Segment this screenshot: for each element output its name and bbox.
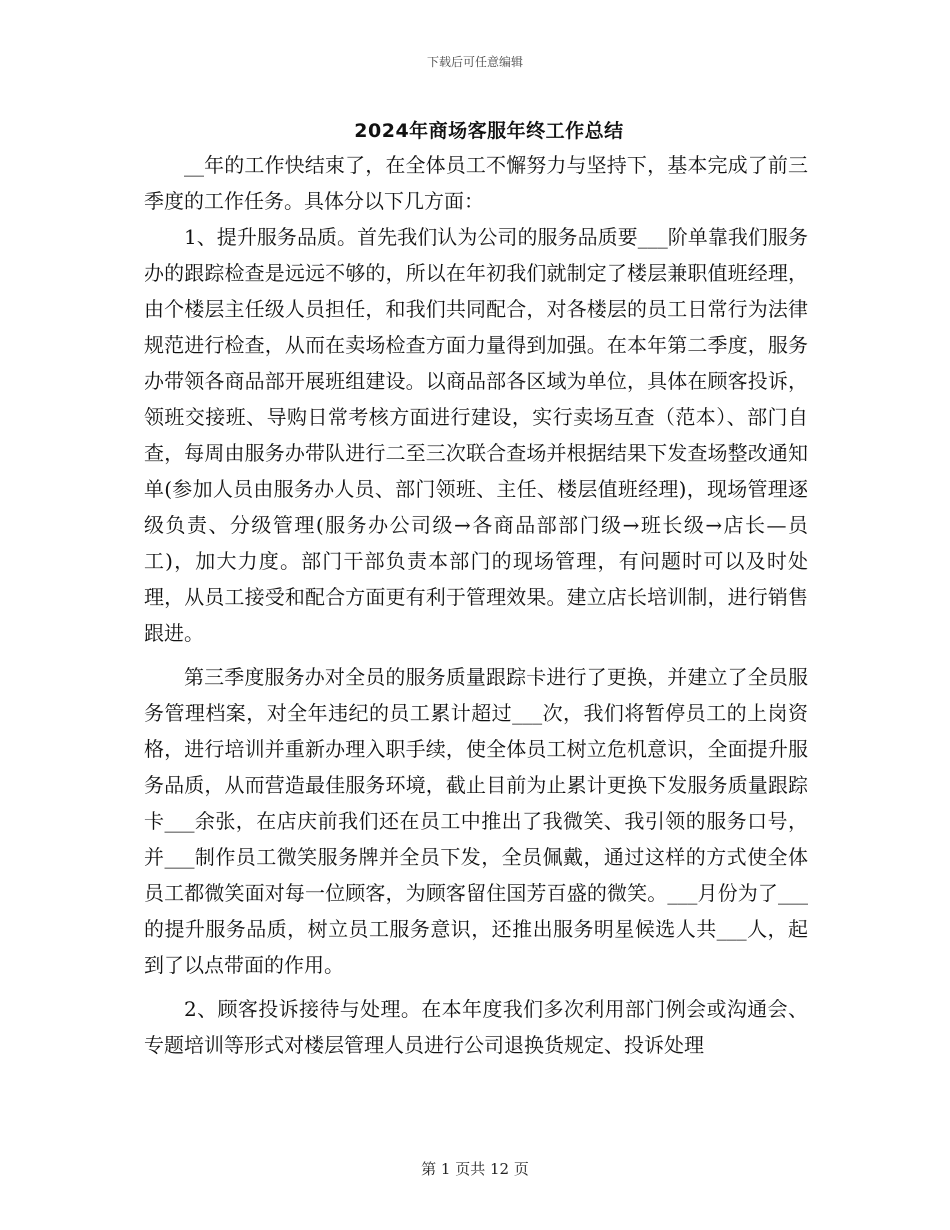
- document-body: [144, 147, 808, 1063]
- paragraph-service-quality: 1、提升服务品质。首先我们认为公司的服务品质要___阶单靠我们服务办的跟踪检查是远远不够的，所以在年初我们就制定了楼层兼职值班经理，由个楼层主任级人员担任，和我们共同配合，对各楼层的员工日常行为法律规范进行检查，从而在卖场检查方面力量得到加强。在本年第二季度，服务办带领各商品部开展班组建设。以商品部各区域为单位，具体在顾客投诉，领班交接班、导购日常考核方面进行建设，实行卖场互查（范本）、部门自查，每周由服务办带队进行二至三次联合查场并根据结果下发查场整改通知单(参加人员由服务办人员、部门领班、主任、楼层值班经理)，现场管理逐级负责、分级管理(服务办公司级→各商品部部门级→班长级→店长—员工)，加大力度。部门干部负责本部门的现场管理，有问题时可以及时处理，从员工接受和配合方面更有利于管理效果。建立店长培训制，进行销售跟进。: [144, 225, 808, 645]
- paragraph-third-quarter: 第三季度服务办对全员的服务质量跟踪卡进行了更换，并建立了全员服务管理档案，对全年违纪的员工累计超过___次，我们将暂停员工的上岗资格，进行培训并重新办理入职手续，使全体员工树立危机意识，全面提升服务品质，从而营造最佳服务环境，截止目前为止累计更换下发服务质量跟踪卡___余张，在店庆前我们还在员工中推出了我微笑、我引领的服务口号，并___制作员工微笑服务牌并全员下发，全员佩戴，通过这样的方式使全体员工都微笑面对每一位顾客，为顾客留住国芳百盛的微笑。___月份为了___的提升服务品质，树立员工服务意识，还推出服务明星候选人共___人，起到了以点带面的作用。: [144, 665, 808, 977]
- document-title: 2024年商场客服年终工作总结: [354, 120, 624, 142]
- page-number-footer: 第 1 页共 12 页: [421, 1160, 529, 1178]
- paragraph-intro: __年的工作快结束了，在全体员工不懈努力与坚持下，基本完成了前三季度的工作任务。具体分以下几方面：: [144, 153, 808, 213]
- header-note: 下载后可任意编辑: [426, 55, 523, 69]
- paragraph-complaints: 2、顾客投诉接待与处理。在本年度我们多次利用部门例会或沟通会、专题培训等形式对楼层管理人员进行公司退换货规定、投诉处理: [144, 997, 808, 1057]
